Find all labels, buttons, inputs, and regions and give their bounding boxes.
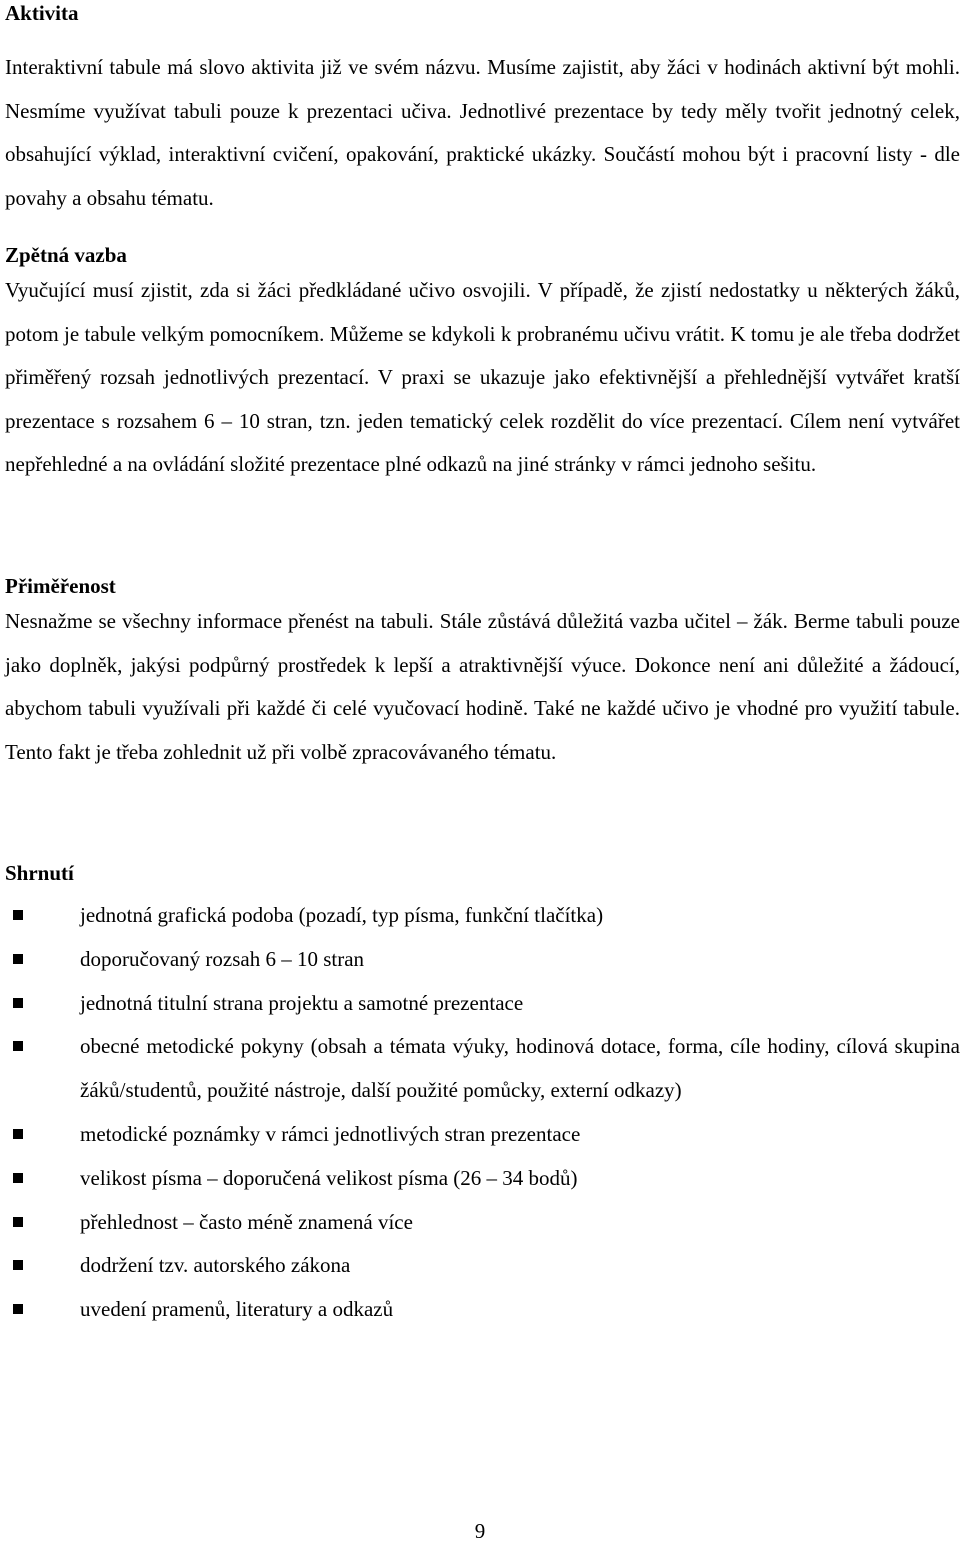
square-bullet-icon <box>13 1260 23 1270</box>
square-bullet-icon <box>13 1217 23 1227</box>
summary-list <box>5 894 960 1332</box>
list-item-text: velikost písma – doporučená velikost písma (26 – 34 bodů) <box>80 1165 578 1190</box>
paragraph-aktivita: Interaktivní tabule má slovo aktivita již ve svém názvu. Musíme zajistit, aby žáci v hodinách aktivní být mohli. Nesmíme využívat tabuli pouze k prezentaci učiva. Jednotlivé prezentace by tedy měly tvořit jednotný celek, obsahující výklad, interaktivní cvičení, opakování, praktické ukázky. Součástí mohou být i pracovní listy - dle povahy a obsahu tématu. <box>5 55 960 210</box>
list-item <box>5 982 960 1026</box>
list-item-text: dodržení tzv. autorského zákona <box>80 1253 351 1278</box>
list-item <box>5 1113 960 1157</box>
square-bullet-icon <box>13 1173 23 1183</box>
list-item-text: přehlednost – často méně znamená více <box>80 1209 413 1234</box>
list-item <box>5 894 960 938</box>
list-item-text: jednotná titulní strana projektu a samotné prezentace <box>80 990 524 1015</box>
section-heading-zpetna-vazba: Zpětná vazba <box>5 243 127 267</box>
page-number: 9 <box>474 1519 486 1543</box>
square-bullet-icon <box>13 1129 23 1139</box>
list-item-text: uvedení pramenů, literatury a odkazů <box>80 1297 394 1322</box>
section-heading-shrnuti: Shrnutí <box>5 861 74 885</box>
square-bullet-icon <box>13 1041 23 1051</box>
paragraph-primerenost: Nesnažme se všechny informace přenést na tabuli. Stále zůstává důležitá vazba učitel – žák. Berme tabuli pouze jako doplněk, jakýsi podpůrný prostředek k lepší a atraktivnější výuce. Dokonce není ani důležité a žádoucí, abychom tabuli využívali při každé či celé vyučovací hodině. Také ne každé učivo je vhodné pro využití tabule. Tento fakt je třeba zohlednit už při volbě zpracovávaného tématu. <box>5 609 960 764</box>
square-bullet-icon <box>13 1304 23 1314</box>
square-bullet-icon <box>13 998 23 1008</box>
list-item <box>5 938 960 982</box>
list-item-text: metodické poznámky v rámci jednotlivých stran prezentace <box>80 1121 581 1146</box>
list-item <box>5 1025 960 1113</box>
square-bullet-icon <box>13 954 23 964</box>
square-bullet-icon <box>13 910 23 920</box>
section-heading-aktivita: Aktivita <box>5 1 79 25</box>
list-item <box>5 1288 960 1332</box>
list-item-text: jednotná grafická podoba (pozadí, typ písma, funkční tlačítka) <box>80 903 604 927</box>
list-item-text: obecné metodické pokyny (obsah a témata výuky, hodinová dotace, forma, cíle hodiny, cílová skupina žáků/studentů, použité nástroje, další použité pomůcky, externí odkazy) <box>80 1034 960 1103</box>
paragraph-zpetna-vazba: Vyučující musí zjistit, zda si žáci předkládané učivo osvojili. V případě, že zjistí nedostatky u některých žáků, potom je tabule velkým pomocníkem. Můžeme se kdykoli k probranému učivu vrátit. K tomu je ale třeba dodržet přiměřený rozsah jednotlivých prezentací. V praxi se ukazuje jako efektivnější a přehlednější vytvářet kratší prezentace s rozsahem 6 – 10 stran, tzn. jeden tematický celek rozdělit do více prezentací. Cílem není vytvářet nepřehledné a na ovládání složité prezentace plné odkazů na jiné stránky v rámci jednoho sešitu. <box>5 278 960 476</box>
list-item <box>5 1244 960 1288</box>
list-item <box>5 1201 960 1245</box>
list-item-text: doporučovaný rozsah 6 – 10 stran <box>80 946 365 971</box>
section-heading-primerenost: Přiměřenost <box>5 574 116 598</box>
list-item <box>5 1157 960 1201</box>
